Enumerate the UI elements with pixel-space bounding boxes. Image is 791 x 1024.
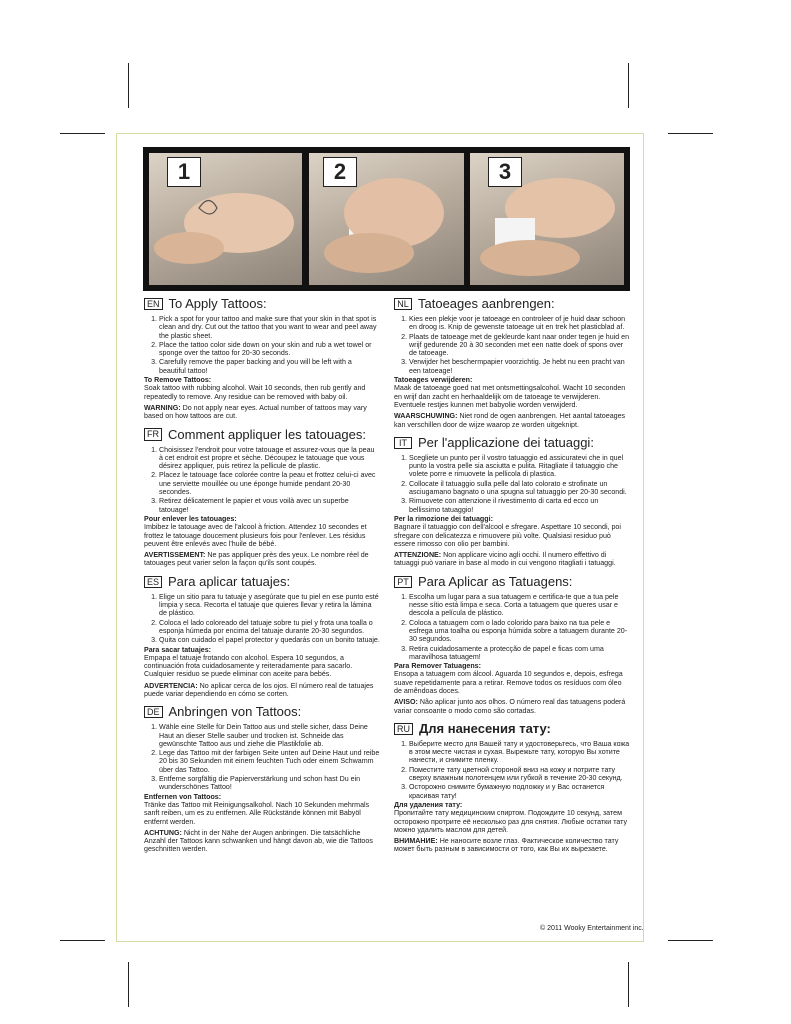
section-es [144,575,380,699]
language-code: PT [394,576,412,588]
step-item: 1. Wähle eine Stelle für Dein Tattoo aus und stelle sicher, dass Deine Haut an dieser Stelle sauber und trocken ist. Schneide das gewünschte Tattoo aus und ziehe die Plastikfolie ab. [159,723,380,748]
language-code: RU [394,723,413,735]
section-title: Comment appliquer les tatouages: [168,426,367,442]
warning-text: Niet rond de ogen aanbrengen. Het aantal tatoeages kan verschillen door de wijze waarop ze worden uitgeknipt. [394,412,626,429]
crop-mark [628,63,629,108]
warning-text: Non applicare vicino agli occhi. Il numero effettivo di tatuaggi può variare in base al modo in cui vengono ritagliati i tatuaggi. [394,551,616,568]
step-item: 1. Escolha um lugar para a sua tatuagem e certifica-te que a tua pele nesse sítio está limpa e seca. Corta a tatuagem que queres usar e descola a película de plástico. [409,593,630,618]
remove-heading: Para sacar tatuajes: [144,645,212,654]
crop-mark [628,962,629,1007]
section-title: Per l'applicazione dei tatuaggi: [418,434,594,450]
warning-note [144,551,380,568]
step-1-photo [149,153,302,285]
remove-text: Пропитайте тату медицинским спиртом. Подождите 10 секунд, затем осторожно протрите её несколько раз для снятия. Любые остатки тату можно удалить маслом для детей. [394,809,628,834]
step-number: 2 [323,157,357,187]
step-item: 2. Lege das Tattoo mit der farbigen Seite unten auf Deine Haut und reibe 20 bis 30 Sekunden mit einem feuchten Tuch oder einem Schwamm über das Tattoo. [159,749,380,774]
language-code: EN [144,298,163,310]
remove-heading: Para Remover Tatuagens: [394,662,481,671]
warning-text: Не наносите возле глаз. Фактическое количество тату может быть разным в зависимости от того, как Вы их вырезаете. [394,837,619,854]
warning-label: AVISO: [394,698,418,707]
remove-heading: Tatoeages verwijderen: [394,376,473,385]
steps-list [394,593,630,661]
remove-text: Ensopa a tatuagem com álcool. Aguarda 10 segundos e, depois, esfrega suave repetidamente para a retirar. Remove todos os resíduos com óleo de amêndoas doces. [394,670,623,695]
remove-text: Empapa el tatuaje frotando con alcohol. Espera 10 segundos, a continuación frota cuidadosamente y reiteradamente para sacarlo. Cualquier residuo se puede eliminar con aceite para bebés. [144,653,353,679]
warning-note [144,829,380,854]
step-item: 3. Entferne sorgfältig die Papierverstärkung und schon hast Du ein wunderschönes Tattoo! [159,775,380,792]
steps-list [394,740,630,800]
crop-mark [128,962,129,1007]
step-number: 3 [488,157,522,187]
section-de [144,705,380,853]
step-item: 1. Kies een plekje voor je tatoeage en controleer of je huid daar schoon en droog is. Knip de gewenste tatoeage uit en trek het plasticblad af. [409,315,630,332]
warning-text: No aplicar cerca de los ojos. El número real de tatuajes puede variar dependiendo en cómo se corten. [144,681,374,698]
step-item: 1. Choisissez l'endroit pour votre tatouage et assurez-vous que la peau à cet endroit est propre et sèche. Découpez le tatouage que vous désirez appliquer, puis retirez la pellicule de plastic. [159,446,380,471]
step-item: 2. Place the tattoo color side down on your skin and rub a wet towel or sponge over the tattoo for 20-30 seconds. [159,341,380,358]
step-item: 3. Carefully remove the paper backing and you will be left with a beautiful tattoo! [159,358,380,375]
section-title: Anbringen von Tattoos: [168,704,302,720]
steps-list [144,723,380,791]
warning-text: Do not apply near eyes. Actual number of tattoos may vary based on how tattoos are cut. [144,403,367,421]
step-item: 2. Collocate il tatuaggio sulla pelle dal lato colorato e strofinate un asciugamano bagnato o una spugna sul tatuaggio per 20-30 secondi. [409,480,630,497]
remove-heading: Pour enlever les tatouages: [144,514,237,523]
crop-mark [60,133,105,134]
section-fr [144,428,380,568]
crop-mark [128,63,129,108]
warning-label: ВНИМАНИЕ: [394,837,438,846]
warning-note [394,412,630,429]
steps-list [394,315,630,375]
section-title: Para Aplicar as Tatuagens: [418,573,573,589]
left-column [144,297,380,861]
step-item: 3. Rimuovete con attenzione il rivestimento di carta ed ecco un bellissimo tatuaggio! [409,497,630,514]
remove-text: Tränke das Tattoo mit Reinigungsalkohol. Nach 10 Sekunden mehrmals sanft reiben, um es zu entfernen. Alle Rückstände können mit Babyöl entfernt werden. [144,800,370,826]
language-code: DE [144,706,163,718]
language-code: ES [144,576,162,588]
step-number: 1 [167,157,201,187]
step-item: 3. Осторожно снимите бумажную подложку и у Вас останется красивая тату! [409,783,630,800]
section-nl [394,297,630,429]
step-3-photo [470,153,624,285]
warning-label: ACHTUNG: [144,828,182,837]
warning-note [394,698,630,715]
crop-mark [668,133,713,134]
language-code: FR [144,428,162,440]
warning-label: WAARSCHUWING: [394,412,458,421]
instruction-photo-strip [143,147,630,291]
warning-note [394,837,630,854]
step-item: 3. Quita con cuidado el papel protector y quedarás con un bonito tatuaje. [159,636,380,644]
step-item: 1. Pick a spot for your tattoo and make sure that your skin in that spot is clean and dry. Cut out the tattoo that you want to wear and peel away the plastic sheet. [159,315,380,340]
section-title: Tatoeages aanbrengen: [418,296,555,311]
remove-heading: Per la rimozione dei tatuaggi: [394,514,493,523]
step-item: 3. Retira cuidadosamente a protecção de papel e ficas com uma maravilhosa tatuagem! [409,645,630,662]
copyright-notice: © 2011 Wooky Entertainment inc. [540,925,644,932]
step-item: 1. Elige un sitio para tu tatuaje y asegúrate que tu piel en ese punto esté limpia y seca. Recorta el tatuaje que quieres llevar y retira la lámina de plástico. [159,593,380,618]
remove-text: Soak tattoo with rubbing alcohol. Wait 10 seconds, then rub gently and repeatedly to remove. Any residue can be removed with baby oil. [144,384,366,401]
section-title: Для нанесения тату: [419,720,551,736]
remove-heading: Для удаления тату: [394,800,463,809]
right-column [394,297,630,861]
step-item: 3. Retirez délicatement le papier et vous voilà avec un superbe tatouage! [159,497,380,514]
warning-text: Nicht in der Nähe der Augen anbringen. Die tatsächliche Anzahl der Tattoos kann schwanken und hängt davon ab, wie die Tattoos geschnitten werden. [144,828,373,854]
remove-text: Bagnare il tatuaggio con dell'alcool e sfregare. Aspettare 10 secondi, poi sfregare con delicatezza e rimuovere più volte. Qualsiasi residuo può essere rimosso con olio per bambini. [394,523,621,548]
language-code: IT [394,437,412,449]
step-item: 2. Placez le tatouage face colorée contre la peau et frottez celui-ci avec une serviette mouillée ou une éponge humide pendant 20-30 secondes. [159,471,380,496]
section-title: To Apply Tattoos: [168,296,267,311]
warning-label: ADVERTENCIA: [144,681,198,690]
warning-label: WARNING: [144,403,181,412]
crop-mark [60,940,105,941]
section-pt [394,575,630,715]
remove-heading: To Remove Tattoos: [144,376,212,385]
step-item: 2. Поместите тату цветной стороной вниз на кожу и потрите тату сверху влажным полотенцем или губкой в течение 20-30 секунд. [409,766,630,783]
warning-note [144,682,380,699]
crop-mark [668,940,713,941]
step-item: 2. Coloca el lado coloreado del tatuaje sobre tu piel y frota una toalla o esponja húmeda por encima del tatuaje durante 20-30 segundos. [159,619,380,636]
section-ru [394,722,630,854]
step-item: 1. Выберите место для Вашей тату и удостоверьтесь, что Ваша кожа в этом месте чистая и сухая. Вырежьте тату, которую Вы хотите нанести, и снимите пленку. [409,740,630,765]
remove-heading: Entfernen von Tattoos: [144,792,222,801]
warning-note [394,551,630,568]
remove-text: Maak de tatoeage goed nat met ontsmettingsalcohol. Wacht 10 seconden en wrijf dan zacht en herhaaldelijk om de tatoeage te verwijderen. Eventuele restjes kunnen met babyolie worden verwijderd. [394,384,626,409]
step-item: 1. Scegliete un punto per il vostro tatuaggio ed assicuratevi che in quel punto la vostra pelle sia asciutta e pulita. Ritagliate il tatuaggio che volete porre e rimuovete la pellicola di plastica. [409,454,630,479]
remove-text: Imbibez le tatouage avec de l'alcool à friction. Attendez 10 secondes et frottez le tatouage doucement plusieurs fois pour l'enlever. Les résidus peuvent être enlevés avec l'huile de bébé. [144,523,367,548]
warning-note [144,404,380,421]
step-2-photo [309,153,464,285]
warning-text: Ne pas appliquer près des yeux. Le nombre réel de tatouages peut varier selon la façon qu'ils sont coupés. [144,551,369,568]
step-item: 3. Verwijder het beschermpapier voorzichtig. Je hebt nu een pracht van een tatoeage! [409,358,630,375]
steps-list [144,315,380,375]
step-item: 2. Plaats de tatoeage met de gekleurde kant naar onder tegen je huid en wrijf gedurende 20 à 30 seconden met een natte doek of spons over de tatoeage. [409,333,630,358]
section-title: Para aplicar tatuajes: [168,573,291,589]
step-item: 2. Coloca a tatuagem com o lado colorido para baixo na tua pele e esfrega uma toalha ou esponja húmida sobre a tatuagem durante 20-30 segundos. [409,619,630,644]
warning-label: AVERTISSEMENT: [144,551,206,560]
warning-text: Não aplicar junto aos olhos. O número real das tatuagens poderá variar consoante o modo como são cortadas. [394,698,626,715]
steps-list [144,446,380,514]
warning-label: ATTENZIONE: [394,551,442,560]
steps-list [144,593,380,645]
section-en [144,297,380,421]
section-it [394,436,630,568]
language-code: NL [394,298,412,310]
steps-list [394,454,630,514]
